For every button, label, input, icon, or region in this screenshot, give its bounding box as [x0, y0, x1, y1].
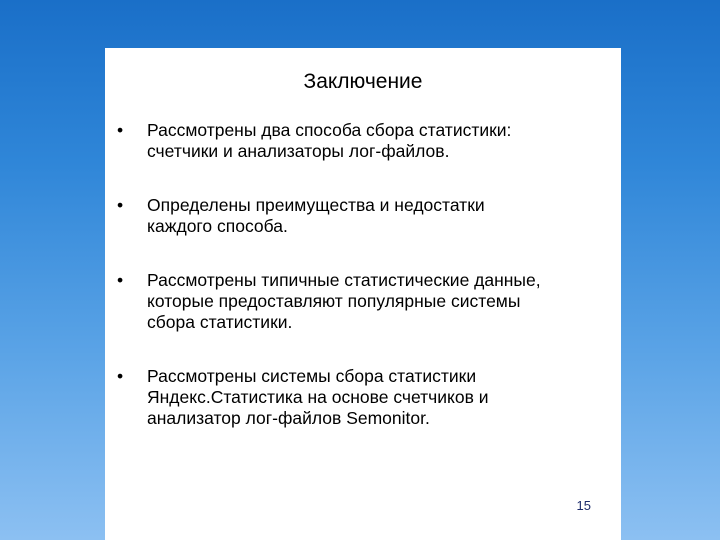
- bullet-item-3: [105, 270, 621, 333]
- bullet-item-4: [105, 366, 621, 429]
- page-number: 15: [576, 498, 591, 513]
- bullet-icon: •: [117, 366, 124, 386]
- bullet-item-2: [105, 195, 621, 237]
- bullet-text: Рассмотрены системы сбора статистики Яндекс.Статистика на основе счетчиков и анализатор лог-файлов Semonitor.: [147, 366, 489, 428]
- bullet-text: Рассмотрены типичные статистические данные, которые предоставляют популярные системы сбора статистики.: [147, 270, 541, 332]
- bullet-item-1: [105, 120, 621, 162]
- bullet-text: Определены преимущества и недостатки каждого способа.: [147, 195, 485, 236]
- slide-panel: [105, 48, 621, 540]
- bullet-icon: •: [117, 120, 124, 140]
- bullet-icon: •: [117, 195, 124, 215]
- bullet-text: Рассмотрены два способа сбора статистики: счетчики и анализаторы лог-файлов.: [147, 120, 512, 161]
- slide-title: Заключение: [303, 70, 423, 93]
- bullet-list: [105, 120, 621, 462]
- bullet-icon: •: [117, 270, 124, 290]
